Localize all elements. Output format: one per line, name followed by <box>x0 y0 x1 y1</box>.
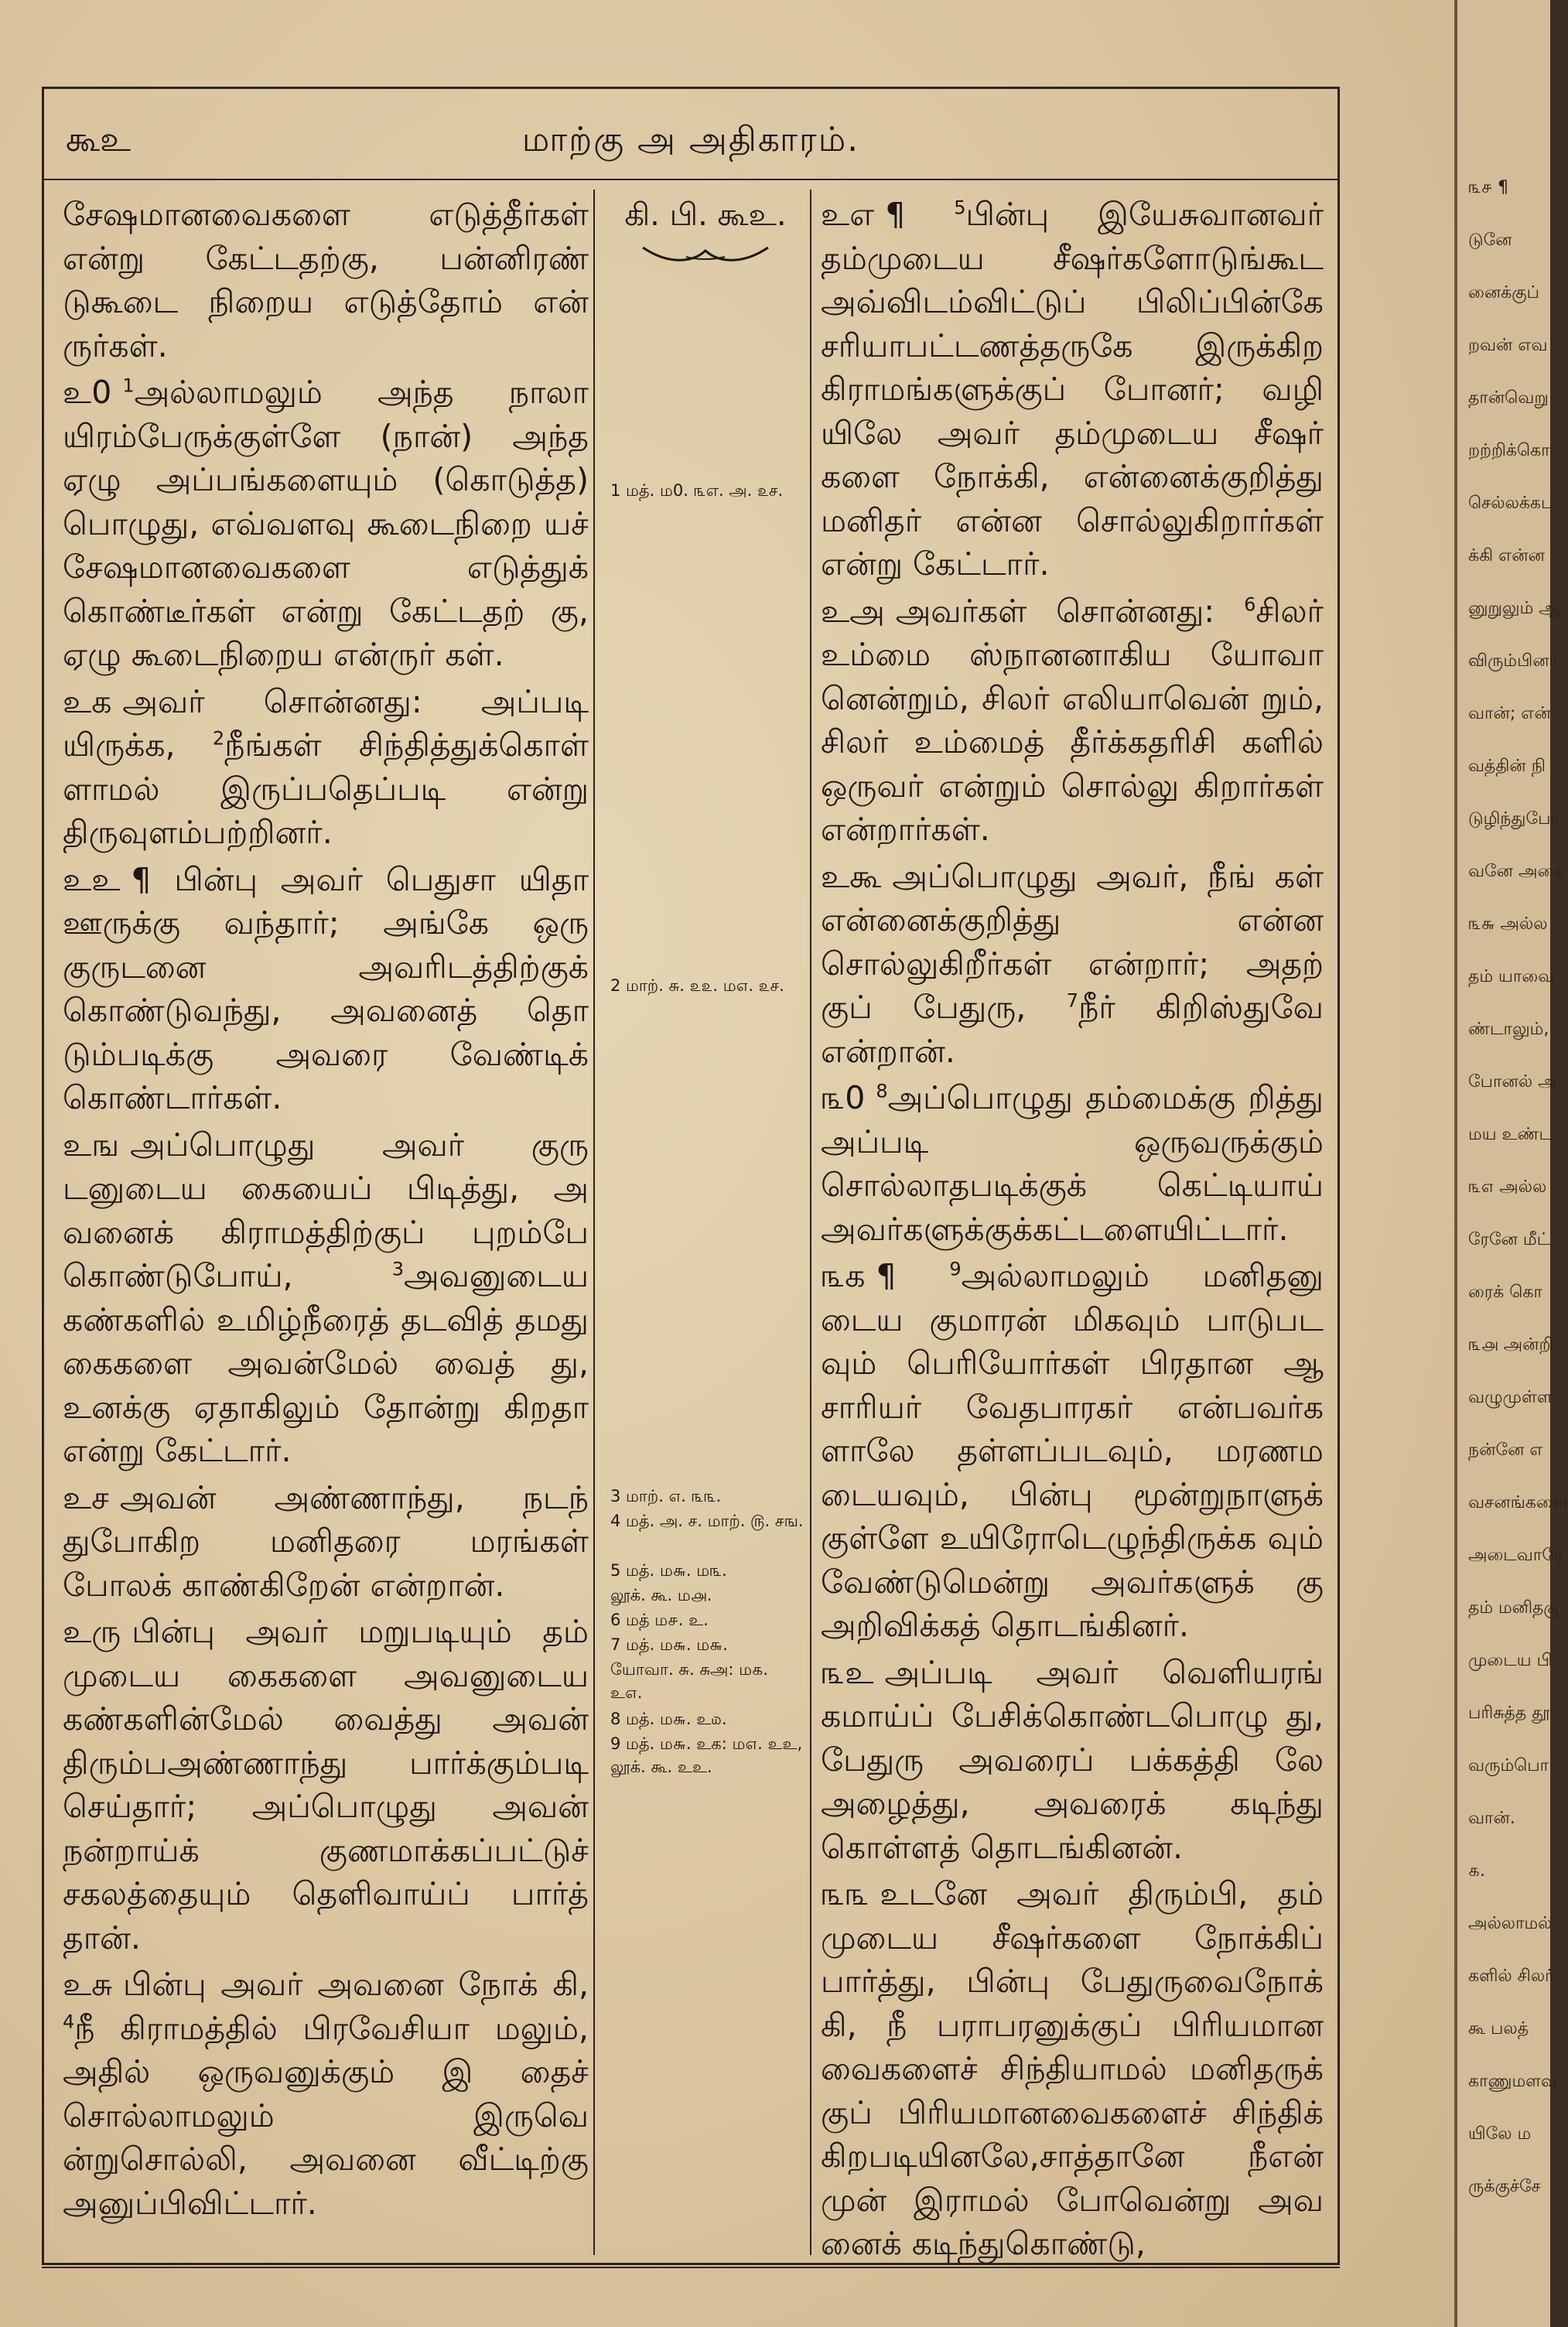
next-page-fragment: மய உண்ட <box>1468 1125 1553 1144</box>
cross-reference: 6 மத் ம௪. உ. <box>610 1611 709 1629</box>
verse-number: உங <box>63 1126 120 1164</box>
next-page-fragment: களில் சிலர் <box>1468 1967 1554 1986</box>
footnote-marker: 6 <box>1244 593 1256 615</box>
next-page-fragment: அடைவாரே <box>1468 1546 1563 1565</box>
verse-text: அவர் சொன்னது: அப்படி யிருக்க, <box>63 682 589 764</box>
next-page-fragment: வான்; என் <box>1468 704 1551 723</box>
next-page-fragment: வரும்பொ <box>1468 1756 1549 1775</box>
verse-text: அப்பொழுது அவர் குரு டனுடைய கையைப் பிடித்து, அ வனைக் கிராமத்திற்குப் புறம்பே கொண்டுபோய், <box>63 1126 589 1294</box>
cross-reference: 4 மத். அ. ச. மாற். ௫. சங. <box>610 1512 804 1530</box>
cross-reference: 3 மாற். ௭. ௩௩. <box>610 1487 722 1505</box>
page-frame <box>42 87 1340 2265</box>
cross-reference: 8 மத். ம௬. உ௰. <box>610 1710 727 1728</box>
next-page-fragment: பரிசுத்த தூ <box>1468 1703 1550 1723</box>
next-page-fragment: போனல் அ <box>1468 1072 1557 1092</box>
verse-paragraph <box>821 1254 1324 1648</box>
next-page-fragment: விரும்பினா <box>1468 651 1559 671</box>
footnote-marker: 2 <box>212 727 225 750</box>
next-page-fragment: வத்தின் நி <box>1468 757 1546 776</box>
verse-text: சேஷமானவைகளை எடுத்தீர்கள் என்று கேட்டதற்கு, பன்னிரண் டுகூடை நிறைய எடுத்தோம் என் ருர்கள். <box>63 196 589 364</box>
footnote-marker: 8 <box>876 1080 888 1102</box>
next-page-fragment: வான். <box>1468 1809 1515 1828</box>
footnote-marker: 1 <box>122 374 135 397</box>
verse-number: உச <box>63 1478 109 1516</box>
verse-text: உடனே அவர் திரும்பி, தம் முடைய சீஷர்களை நோக்கிப் பார்த்து, பின்பு பேதுருவைநோக் கி, நீ பராபரனுக்குப் பிரியமான வைகளைச் சிந்தியாமல் மனிதருக் குப் பிரியமானவைகளைச் சிந்திக் கிறபடியினலே,சாத்தானே நீஎன் முன் இராமல் போவென்று அவ னைக் கடிந்துகொண்டு, <box>821 1875 1324 2262</box>
footnote-marker: 3 <box>391 1258 405 1280</box>
cross-reference: யோவா. சு. சுஅ: ம௧. உ௭. <box>610 1660 769 1702</box>
verse-paragraph <box>821 1076 1324 1251</box>
verse-number: உஎ <box>821 196 875 233</box>
next-page-edge <box>1454 0 1568 2327</box>
next-page-fragment: ௩௬ அல்ல <box>1468 914 1548 934</box>
verse-paragraph <box>63 1963 589 2225</box>
cross-reference: 5 மத். ம௬. ம௩. <box>610 1561 727 1580</box>
footnote-marker: 7 <box>1066 989 1079 1012</box>
footer-rule <box>42 2267 1340 2268</box>
year-heading: கி. பி. கூஉ. <box>624 197 787 233</box>
next-page-fragment: டுழிந்துபோ <box>1468 809 1559 829</box>
next-page-fragment: னைக்குப் <box>1468 283 1540 302</box>
next-page-fragment: அல்லாமல் <box>1468 1914 1553 1933</box>
verse-number: உ0 <box>63 374 112 411</box>
next-page-fragment: ரைக் கொ <box>1468 1283 1542 1302</box>
next-page-fragment: ௩௮ அன்றி <box>1468 1335 1554 1355</box>
verse-number: உஅ <box>821 592 885 630</box>
verse-paragraph <box>821 855 1324 1074</box>
verse-paragraph <box>63 1123 589 1473</box>
verse-number: ௩௩ <box>821 1875 869 1912</box>
verse-paragraph <box>821 1872 1324 2266</box>
column-rule-right <box>810 190 811 2255</box>
ornament-icon <box>640 243 771 266</box>
next-page-fragment: யிலே ம <box>1468 2124 1532 2144</box>
verse-text: அப்படி அவர் வெளியரங் கமாய்ப் பேசிக்கொண்டபொழு து, பேதுரு அவரைப் பக்கத்தி லே அழைத்து, அவரைக் கடிந்து கொள்ளத் தொடங்கினன். <box>821 1653 1324 1866</box>
next-page-fragment: முடைய பி <box>1468 1651 1553 1670</box>
next-page-fragment: வசனங்களை <box>1468 1493 1568 1512</box>
footnote-marker: 5 <box>954 196 966 219</box>
next-page-fragment: ௧. <box>1468 1861 1486 1881</box>
verse-number: ௩உ <box>821 1653 874 1691</box>
verse-text: அல்லாமலும் அந்த நாலா யிரம்பேருக்குள்ளே (நான்) அந்த ஏழு அப்பங்களையும் (கொடுத்த) பொழுது, எவ்வளவு கூடைநிறை யச் சேஷமானவைகளை எடுத்துக் கொண்டீர்கள் என்று கேட்டதற் கு, ஏழு கூடைநிறைய என்ருர் கள். <box>63 374 589 673</box>
page-number: கூஉ <box>66 120 132 159</box>
footnote-marker: 9 <box>949 1258 962 1280</box>
verse-number: உக <box>63 682 112 720</box>
verse-text: அவர்கள் சொன்னது: <box>895 592 1215 630</box>
verse-paragraph <box>821 193 1324 586</box>
next-page-fragment: ண்டாலும், <box>1468 1020 1549 1039</box>
verse-text: ¶ <box>876 1257 897 1294</box>
verse-paragraph <box>63 371 589 677</box>
next-page-fragment: றற்றிக்கொ <box>1468 441 1550 460</box>
verse-paragraph <box>63 680 589 855</box>
reference-column <box>606 193 805 1776</box>
verse-paragraph <box>821 589 1324 852</box>
cross-reference: 1 மத். ம0. ௩எ. அ. ௨ச. <box>610 481 784 500</box>
cross-reference: லூக். கூ. ம௮. <box>610 1586 712 1604</box>
verse-text: சிலர் உம்மை ஸ்நானனாகிய யோவா னென்றும், சிலர் எலியாவென் றும், சிலர் உம்மைத் தீர்க்கதரிசி களில் ஒருவர் என்றும் சொல்லு கிறார்கள் என்றார்கள். <box>821 592 1324 848</box>
footnote-marker: 4 <box>63 2010 75 2032</box>
next-page-fragment: ரேனே மீட் <box>1468 1230 1551 1249</box>
cross-reference: 7 மத். ம௬. ம௬. <box>610 1635 728 1654</box>
next-page-fragment: வழுமுள்ள <box>1468 1388 1553 1407</box>
next-page-fragment: னுறுலும் ஆ <box>1468 599 1561 618</box>
column-rule-left <box>593 190 595 2255</box>
next-page-fragment: காணுமளவு <box>1468 2072 1558 2091</box>
verse-text: ¶ <box>885 196 906 233</box>
next-page-fragment: க்கி என்ன <box>1468 546 1545 566</box>
verse-text: நீர் கிறிஸ்துவே என்றான். <box>821 989 1324 1070</box>
verse-text: அப்பொழுது தம்மைக்கு றித்து அப்படி ஒருவருக்கும் சொல்லாதபடிக்குக் கெட்டியாய் அவர்களுக்குக்கட்டளையிட்டார். <box>821 1079 1324 1248</box>
verse-number: உரு <box>63 1613 121 1650</box>
verse-number: உசு <box>63 1966 112 2003</box>
next-page-fragment: வனே அதை <box>1468 862 1565 881</box>
right-text-column <box>821 193 1324 2269</box>
verse-text: நீங்கள் சிந்தித்துக்கொள் ளாமல் இருப்பதெப்படி என்று திருவுளம்பற்றினர். <box>63 726 589 851</box>
verse-paragraph <box>821 1651 1324 1870</box>
verse-paragraph <box>63 1610 589 1960</box>
verse-text: அவன் அண்ணாந்து, நடந் துபோகிற மனிதரை மரங்கள் போலக் காண்கிறேன் என்றான். <box>63 1478 589 1604</box>
cross-reference: 9 மத். ம௬. உக: ம௭. உஉ, லூக். கூ. உஉ. <box>610 1734 803 1776</box>
next-page-fragment: தான்வெறு <box>1468 388 1549 408</box>
verse-text: அல்லாமலும் மனிதனு டைய குமாரன் மிகவும் பாடுபட வும் பெரியோர்கள் பிரதான ஆ சாரியர் வேதபாரகர் என்பவர்க ளாலே தள்ளப்படவும், மரணம டையவும், பின்பு மூன்றுநாளுக் குள்ளே உயிரோடெழுந்திருக்க வும் வேண்டுமென்று அவர்களுக் கு அறிவிக்கத் தொடங்கினர். <box>821 1257 1324 1644</box>
next-page-fragment: ௩௭ அல்ல <box>1468 1177 1547 1197</box>
verse-paragraph <box>63 858 589 1120</box>
verse-number: உஉ <box>63 860 121 898</box>
cross-reference: 2 மாற். சு. ௨௨. ம௭. ௨ச. <box>610 976 784 995</box>
verse-text: பின்பு அவர் மறுபடியும் தம் முடைய கைகளை அவனுடைய கண்களின்மேல் வைத்து அவன் திரும்பஅண்ணாந்து பார்க்கும்படி செய்தார்; அப்பொழுது அவன் நன்றாய்க் குணமாக்கப்பட்டுச் சகலத்தையும் தெளிவாய்ப் பார்த் தான். <box>63 1613 589 1956</box>
chapter-title: மாற்கு அ அதிகாரம். <box>521 120 860 159</box>
next-page-fragment: செல்லக்கட <box>1468 494 1555 513</box>
verse-number: ௩0 <box>821 1079 866 1116</box>
verse-text: பின்பு இயேசுவானவர் தம்முடைய சீஷர்களோடுங்கூட அவ்விடம்விட்டுப் பிலிப்பின்கே சரியாபட்டணத்தருகே இருக்கிற கிராமங்களுக்குப் போனர்; வழி யிலே அவர் தம்முடைய சீஷர் களை நோக்கி, என்னைக்குறித்து மனிதர் என்ன சொல்லுகிறார்கள் என்று கேட்டார். <box>821 196 1324 583</box>
next-page-fragment: நன்னே எ <box>1468 1440 1543 1460</box>
left-text-column <box>63 193 589 2228</box>
verse-text: ¶ பின்பு அவர் பெதுசா யிதா ஊருக்கு வந்தார்; அங்கே ஒரு குருடனை அவரிடத்திற்குக் கொண்டுவந்து, அவனைத் தொ டும்படிக்கு அவரை வேண்டிக் கொண்டார்கள். <box>63 860 589 1116</box>
verse-number: ௩க <box>821 1257 866 1294</box>
verse-paragraph <box>63 193 589 367</box>
next-page-fragment: டுனே <box>1468 231 1512 250</box>
header-rule <box>44 179 1337 180</box>
verse-number: உகூ <box>821 857 882 895</box>
verse-paragraph <box>63 1476 589 1608</box>
verse-text: நீ கிராமத்தில் பிரவேசியா மலும், அதில் ஒருவனுக்கும் இ தைச் சொல்லாமலும் இருவெ ன்றுசொல்லி, அவனை வீட்டிற்கு அனுப்பிவிட்டார். <box>63 2009 589 2222</box>
next-page-fragment: கூ பலத் <box>1468 2019 1529 2038</box>
verse-text: அப்பொழுது அவர், நீங் கள் என்னைக்குறித்து என்ன சொல்லுகிறீர்கள் என்றார்; அதற் குப் பேதுரு, <box>821 857 1324 1026</box>
verse-text: பின்பு அவர் அவனை நோக் கி, <box>122 1966 589 2003</box>
next-page-fragment: தம் யாவை <box>1468 967 1555 986</box>
next-page-fragment: ருக்குச்சே <box>1468 2177 1541 2196</box>
next-page-fragment: தம் மனிதகு <box>1468 1598 1559 1618</box>
next-page-fragment: ௩௪ ¶ <box>1468 178 1508 197</box>
verse-text: அவனுடைய கண்களில் உமிழ்நீரைத் தடவித் தமது கைகளை அவன்மேல் வைத் து, உனக்கு ஏதாகிலும் தோன்று கிறதா என்று கேட்டார். <box>63 1257 589 1469</box>
next-page-fragment: றவன் எவ <box>1468 336 1548 355</box>
